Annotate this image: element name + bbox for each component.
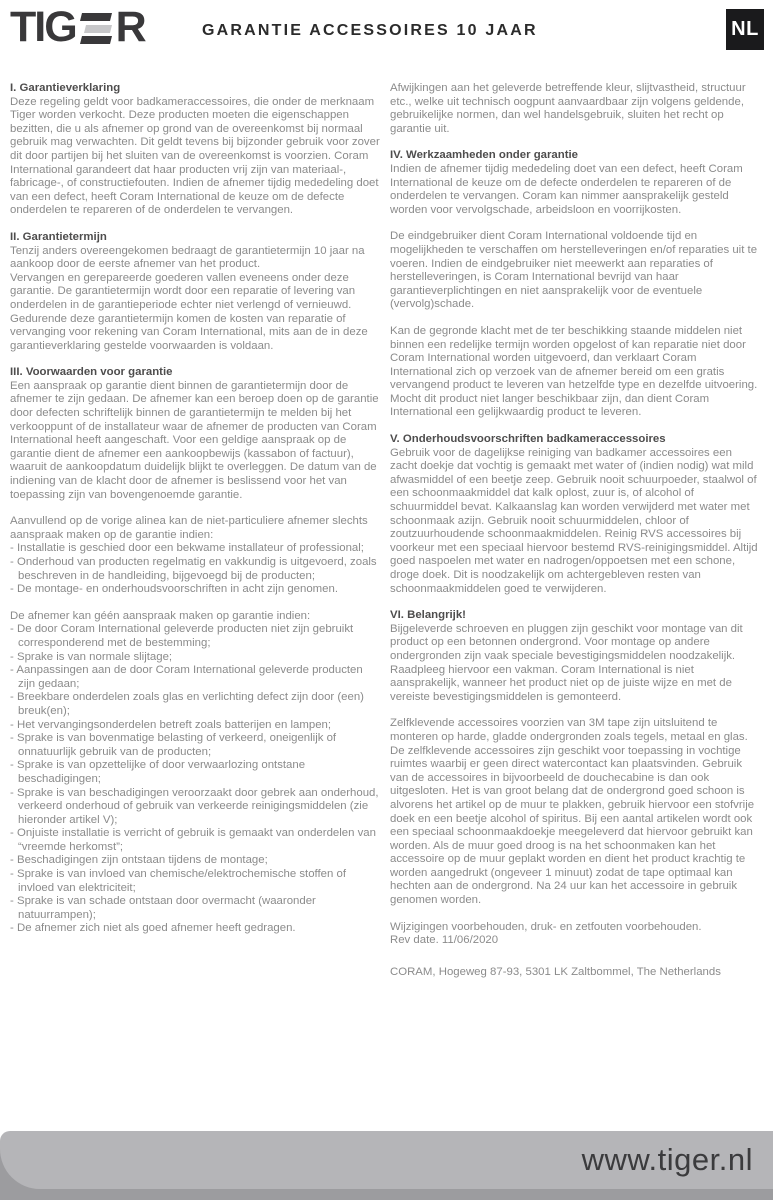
- paragraph: De eindgebruiker dient Coram International voldoende tijd en mogelijkheden te verschaffen om herstelleveringen en/of reparaties uit te voeren. Indien de eindgebruiker niet meewerkt aan reparaties of herstelleveringen, is Coram International bevrijd van haar garantieverplichtingen en niet aansprakelijk voor de eventuele (vervolg)schade.: [390, 230, 758, 311]
- bullet-item: - Sprake is van bovenmatige belasting of verkeerd, oneigenlijk of onnatuurlijk gebruik van de producten;: [10, 732, 382, 759]
- paragraph: Deze regeling geldt voor badkameraccessoires, die onder de merknaam Tiger worden verkocht. Deze producten moeten die eigenschappen bezitten, die u als afnemer op grond van de overeenkomst bij normaal gebruik mag verwachten. Dit geldt tevens bij bijzonder gebruik voor zover dit door partijen bij het sluiten van de overeenkomst is voorzien. Coram International garandeert dat haar producten vrij zijn van materiaal-, fabricage-, of constructiefouten. Indien de afnemer tijdig mededeling doet van een defect, heeft Coram International de keuze om de defecte onderdelen te repareren of de onderdelen te vervangen.: [10, 95, 380, 217]
- paragraph: Gedurende deze garantietermijn komen de kosten van reparatie of vervanging voor rekening van Coram International, mits aan de in deze garantieverklaring gestelde voorwaarden is voldaan.: [10, 312, 368, 352]
- paragraph: Gebruik voor de dagelijkse reiniging van badkamer accessoires een zacht doekje dat vochtig is gemaakt met water of (indien nodig) wat mild afwasmiddel of een beetje zeep. Gebruik nooit schuurpoeder, staalwol of een schoonmaakmiddel dat kalk oplost, zuur is, of alcohol of schuurmiddel bevat. Kalkaanslag kan worden verwijderd met water met schoonmaak azijn. Gebruik nooit schuurmiddelen, chloor of zoutzuurhoudende schoonmaakmiddelen. Reinig RVS accessoires bij voorkeur met een speciaal hiervoor bestemd RVS-reinigingsmiddel. Altijd goed naspoelen met water en nadrogen/oppoetsen met een schone, droge doek. Dit is noodzakelijk om achtergebleven resten van schoonmaakmiddelen goed te verwijderen.: [390, 446, 758, 595]
- text-block: [10, 366, 382, 502]
- bullet-list: [10, 542, 382, 596]
- bullet-item: - De door Coram International geleverde producten niet zijn gebruikt corresponderend met de bestemming;: [10, 623, 382, 650]
- bullet-item: - Installatie is geschied door een bekwame installateur of professional;: [10, 542, 382, 556]
- bullet-item: - Beschadigingen zijn ontstaan tijdens de montage;: [10, 854, 382, 868]
- text-block: [10, 231, 382, 353]
- bullet-item: - Breekbare onderdelen zoals glas en verlichting defect zijn door (een) breuk(en);: [10, 691, 382, 718]
- paragraph: Vervangen en gerepareerde goederen vallen eveneens onder deze garantie. De garantietermijn wordt door een reparatie of levering van onderdelen in de garantieperiode echter niet verlengd of vernieuwd.: [10, 271, 356, 311]
- paragraph: Een aanspraak op garantie dient binnen de garantietermijn door de afnemer te zijn gedaan. De afnemer kan een beroep doen op de garantie door defecten schriftelijk binnen de garantietermijn te melden bij het verkooppunt of de installateur waar de afnemer de producten van Coram International heeft aangeschaft. Voor een geldige aanspraak op de garantie dient de afnemer een aankoopbewijs (kassabon of factuur), waaruit de aankoopdatum duidelijk blijkt te overleggen. De datum van de indiening van de klacht door de afnemer is beslissend voor het van toepassing zijn van bovengenoemde garantie.: [10, 379, 379, 501]
- paragraph: Zelfklevende accessoires voorzien van 3M tape zijn uitsluitend te monteren op harde, gladde ondergronden zoals tegels, metaal en glas. De zelfklevende accessoires zijn geschikt voor toepassing in vochtige ruimtes waarbij er geen direct watercontact kan plaatsvinden. Gebruik van de accessoires in bijvoorbeeld de douchecabine is dan ook uitgesloten. Het is van groot belang dat de ondergrond goed schoon is alvorens het artikel op de muur te plakken, gebruik hiervoor een stofvrije doek en een beetje alcohol of spiritus. Bij een aantal artikelen wordt ook een speciaal schoonmaakdoekje meegeleverd dat hiervoor gebruikt kan worden. Als de muur goed droog is na het schoonmaken kan het accessoire op de muur geplakt worden en dient het product krachtig te worden aangedrukt (ongeveer 1 minuut) zodat de tape optimaal kan hechten aan de ondergrond. Na 24 uur kan het accessoire in gebruik genomen worden.: [390, 717, 755, 907]
- footer-bar: [0, 1131, 773, 1189]
- paragraph: Kan de gegronde klacht met de ter beschikking staande middelen niet binnen een redelijke termijn worden opgelost of kan reparatie niet door Coram International worden uitgevoerd, dan verklaart Coram International zich op verzoek van de afnemer bereid om een gratis vervangend product te leveren van hetzelfde type en dezelfde uitvoering. Mocht dit product niet langer beschikbaar zijn, dan dient Coram International een gelijkwaardig product te leveren.: [390, 324, 758, 419]
- paragraph: Tenzij anders overeengekomen bedraagt de garantietermijn 10 jaar na aankoop door de eerste afnemer van het product.: [10, 244, 365, 271]
- text-block: [390, 433, 762, 596]
- page-title: GARANTIE ACCESSOIRES 10 JAAR: [202, 22, 538, 39]
- text-block: [390, 82, 762, 136]
- bullet-item: - Het vervangingsonderdelen betreft zoals batterijen en lampen;: [10, 719, 382, 733]
- section-heading: IV. Werkzaamheden onder garantie: [390, 149, 579, 162]
- document-body: [10, 82, 762, 979]
- bullet-item: - Sprake is van opzettelijke of door verwaarlozing ontstane beschadigingen;: [10, 759, 382, 786]
- logo-e-bars-icon: [81, 13, 111, 44]
- logo-text-suffix: R: [115, 3, 145, 51]
- section-heading: I. Garantieverklaring: [10, 82, 121, 94]
- bullet-item: - Onderhoud van producten regelmatig en vakkundig is uitgevoerd, zoals beschreven in de handleiding, bijgevoegd bij de producten;: [10, 556, 382, 583]
- language-badge: NL: [726, 9, 764, 50]
- company-address: CORAM, Hogeweg 87-93, 5301 LK Zaltbommel, The Netherlands: [390, 965, 721, 978]
- text-block: [390, 609, 762, 704]
- bullet-item: - Sprake is van beschadigingen veroorzaakt door gebrek aan onderhoud, verkeerd onderhoud of gebruik van verkeerde reinigingsmiddelen (zie hieronder artikel V);: [10, 787, 382, 828]
- paragraph: Indien de afnemer tijdig mededeling doet van een defect, heeft Coram International de keuze om de defecte onderdelen te repareren of de onderdelen te vervangen. Coram kan nimmer aansprakelijk gesteld worden voor vervolgschade, arbeidsloon en voorrijkosten.: [390, 162, 743, 216]
- text-block: [10, 610, 382, 936]
- section-heading: III. Voorwaarden voor garantie: [10, 366, 173, 379]
- text-block: [390, 230, 762, 312]
- bullet-item: - Sprake is van schade ontstaan door overmacht (waaronder natuurrampen);: [10, 895, 382, 922]
- document-header: [0, 0, 773, 70]
- bullet-item: - Aanpassingen aan de door Coram International geleverde producten zijn gedaan;: [10, 664, 382, 691]
- bullet-item: - Onjuiste installatie is verricht of gebruik is gemaakt van onderdelen van “vreemde herkomst”;: [10, 827, 382, 854]
- paragraph: De afnemer kan géén aanspraak maken op garantie indien:: [10, 609, 311, 622]
- text-block: [390, 325, 762, 420]
- bullet-item: - Sprake is van invloed van chemische/elektrochemische stoffen of invloed van elektriciteit;: [10, 868, 382, 895]
- website-link[interactable]: www.tiger.nl: [581, 1142, 753, 1177]
- right-column: [390, 82, 762, 979]
- section-heading: II. Garantietermijn: [10, 230, 107, 243]
- bullet-item: - De montage- en onderhoudsvoorschriften in acht zijn genomen.: [10, 583, 382, 597]
- paragraph: Afwijkingen aan het geleverde betreffende kleur, slijtvastheid, structuur etc., welke uit technisch oogpunt aanvaardbaar zijn volgens geldende, gebruikelijke normen, dan wel handelsgebruik, sluiten het recht op garantie uit.: [390, 82, 746, 135]
- text-block: [390, 717, 762, 907]
- logo-text-prefix: TIG: [10, 3, 76, 51]
- tiger-logo: [10, 3, 145, 51]
- section-heading: VI. Belangrijk!: [390, 609, 466, 622]
- text-block: [390, 921, 762, 948]
- bullet-item: - Sprake is van normale slijtage;: [10, 651, 382, 665]
- text-block: [390, 149, 762, 217]
- section-heading: V. Onderhoudsvoorschriften badkameraccessoires: [390, 433, 666, 446]
- paragraph: Aanvullend op de vorige alinea kan de niet-particuliere afnemer slechts aanspraak maken op de garantie indien:: [10, 515, 368, 541]
- paragraph: Wijzigingen voorbehouden, druk- en zetfouten voorbehouden.: [390, 920, 702, 933]
- bullet-list: [10, 623, 382, 936]
- left-column: [10, 82, 382, 979]
- paragraph: Bijgeleverde schroeven en pluggen zijn geschikt voor montage van dit product op een betonnen ondergrond. Voor montage op andere ondergronden zijn vaak speciale bevestigingsmiddelen noodzakelijk. Raadpleeg hiervoor een vakman. Coram International is niet aansprakelijk, wanneer het product niet op de juiste wijze en met de vereiste bevestigingsmiddelen is gemonteerd.: [390, 622, 743, 703]
- paragraph: Rev date. 11/06/2020: [390, 934, 499, 947]
- text-block: [10, 82, 382, 218]
- bullet-item: - De afnemer zich niet als goed afnemer heeft gedragen.: [10, 922, 382, 936]
- text-block: [10, 515, 382, 597]
